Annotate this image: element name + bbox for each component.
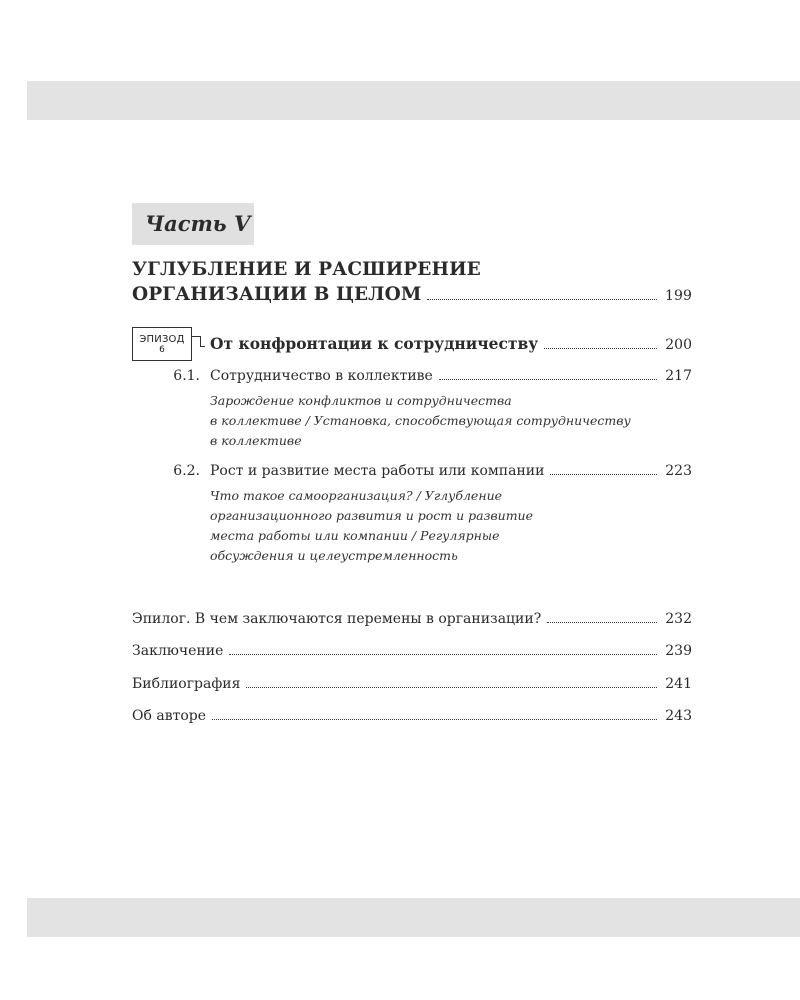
part-title-page: 199 <box>664 288 692 304</box>
back-matter-page: 239 <box>665 643 692 659</box>
back-matter-title: Библиография <box>132 676 241 692</box>
back-matter-entry-about-author[interactable] <box>132 708 692 724</box>
section-description <box>210 391 680 451</box>
description-line: организационного развития и рост и развитие <box>210 508 534 523</box>
dot-leader <box>246 687 657 688</box>
back-matter-title: Эпилог. В чем заключаются перемены в организации? <box>132 611 542 627</box>
back-matter-entry-conclusion[interactable] <box>132 643 692 659</box>
part-title-line-2[interactable] <box>132 284 692 305</box>
section-description <box>210 486 680 566</box>
description-line: Зарождение конфликтов и сотрудничества <box>210 393 512 408</box>
back-matter-page: 243 <box>665 708 692 724</box>
back-matter-entry-bibliography[interactable] <box>132 676 692 692</box>
dot-leader <box>229 654 657 655</box>
episode-badge-word: ЭПИЗОД <box>139 334 185 345</box>
dot-leader <box>212 719 657 720</box>
part-label: Часть V <box>132 203 254 245</box>
description-line: в коллективе / Установка, способствующая сотрудничеству <box>210 413 631 428</box>
episode-badge-number: 6 <box>159 345 165 355</box>
section-number: 6.2. <box>173 463 200 479</box>
back-matter-title: Заключение <box>132 643 224 659</box>
episode-page: 200 <box>665 337 692 353</box>
dot-leader <box>439 379 657 380</box>
section-entry[interactable] <box>210 463 692 479</box>
dot-leader <box>544 348 657 349</box>
back-matter-page: 241 <box>665 676 692 692</box>
section-entry[interactable] <box>210 368 692 384</box>
part-title-line-2-text: ОРГАНИЗАЦИИ В ЦЕЛОМ <box>132 284 422 305</box>
section-title: Рост и развитие места работы или компании <box>210 463 545 479</box>
episode-badge <box>132 327 192 361</box>
description-line: обсуждения и целеустремленность <box>210 548 458 563</box>
part-title-line-1: УГЛУБЛЕНИЕ И РАСШИРЕНИЕ <box>132 259 481 280</box>
back-matter-page: 232 <box>665 611 692 627</box>
bottom-gray-band <box>27 898 800 937</box>
dot-leader <box>427 299 657 300</box>
dot-leader <box>547 622 657 623</box>
back-matter-entry-epilogue[interactable] <box>132 611 692 627</box>
section-number: 6.1. <box>173 368 200 384</box>
episode-entry[interactable] <box>210 334 692 353</box>
section-page: 217 <box>665 368 692 384</box>
section-title: Сотрудничество в коллективе <box>210 368 433 384</box>
description-line: в коллективе <box>210 433 302 448</box>
description-line: Что такое самоорганизация? / Углубление <box>210 488 503 503</box>
episode-title: От конфронтации к сотрудничеству <box>210 334 539 353</box>
back-matter-title: Об авторе <box>132 708 207 724</box>
section-page: 223 <box>665 463 692 479</box>
episode-connector-end <box>200 346 205 347</box>
top-gray-band <box>27 81 800 120</box>
dot-leader <box>550 474 657 475</box>
description-line: места работы или компании / Регулярные <box>210 528 500 543</box>
